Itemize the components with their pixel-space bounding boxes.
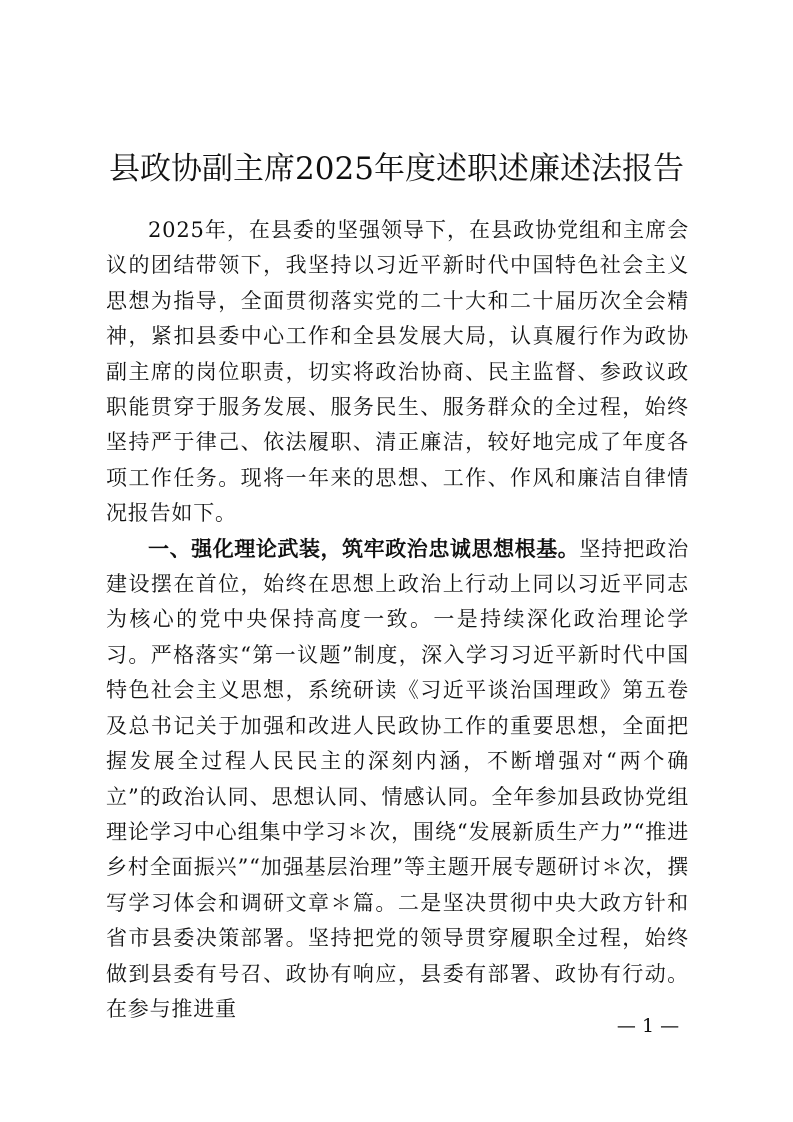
section-1-heading: 一、强化理论武装，筑牢政治忠诚思想根基。 [148,536,580,561]
section-1-paragraph [106,532,689,1028]
section-1-body: 坚持把政治建设摆在首位，始终在思想上政治上行动上同以习近平同志为核心的党中央保持高度一致。一是持续深化政治理论学习。严格落实“第一议题”制度，深入学习习近平新时代中国特色社会主义思想，系统研读《习近平谈治国理政》第五卷及总书记关于加强和改进人民政协工作的重要思想，全面把握发展全过程人民民主的深刻内涵，不断增强对“两个确立”的政治认同、思想认同、情感认同。全年参加县政协党组理论学习中心组集中学习＊次，围绕“发展新质生产力”“推进乡村全面振兴”“加强基层治理”等主题开展专题研讨＊次，撰写学习体会和调研文章＊篇。二是坚决贯彻中央大政方针和省市县委决策部署。坚持把党的领导贯穿履职全过程，始终做到县委有号召、政协有响应，县委有部署、政协有行动。在参与推进重 [106,536,690,1021]
page-number: — 1 — [616,1015,680,1037]
document-body [106,213,689,1027]
intro-paragraph: 2025年，在县委的坚强领导下，在县政协党组和主席会议的团结带领下，我坚持以习近平新时代中国特色社会主义思想为指导，全面贯彻落实党的二十大和二十届历次全会精神，紧扣县委中心工作和全县发展大局，认真履行作为政协副主席的岗位职责，切实将政治协商、民主监督、参政议政职能贯穿于服务发展、服务民生、服务群众的全过程，始终坚持严于律己、依法履职、清正廉洁，较好地完成了年度各项工作任务。现将一年来的思想、工作、作风和廉洁自律情况报告如下。 [106,218,689,526]
document-title: 县政协副主席2025年度述职述廉述法报告 [109,151,684,187]
